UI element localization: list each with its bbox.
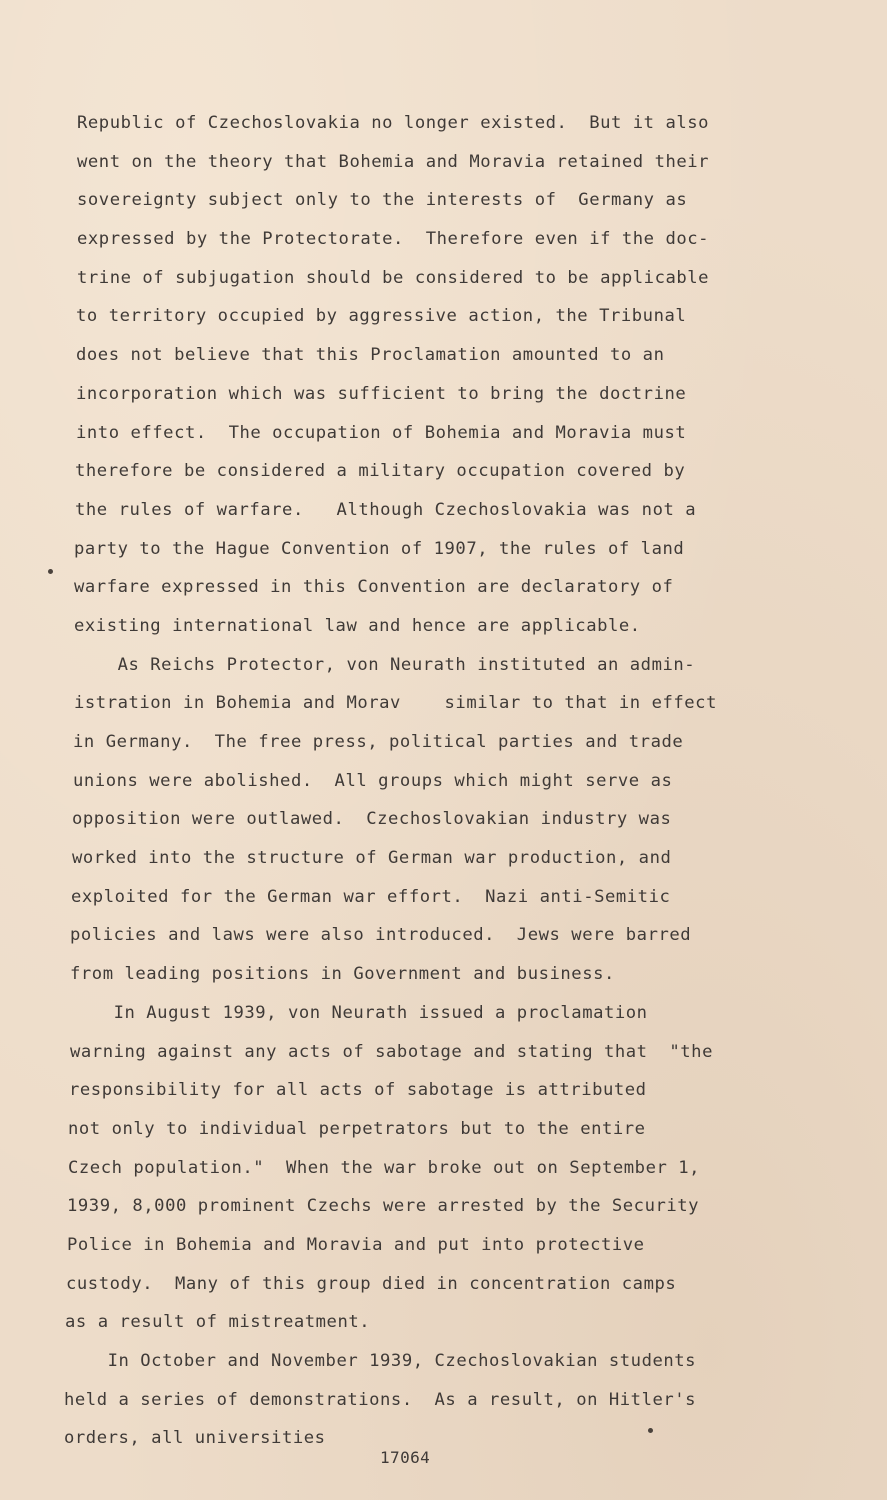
text-line: In October and November 1939, Czechoslovakian students	[64, 1351, 697, 1371]
text-line: the rules of warfare. Although Czechoslovakia was not a	[75, 499, 697, 520]
text-line: warfare expressed in this Convention are declaratory of	[74, 577, 674, 598]
ink-speck	[48, 569, 53, 574]
text-line: As Reichs Protector, von Neurath instituted an admin-	[74, 654, 696, 675]
text-line: trine of subjugation should be considered to be applicable	[77, 267, 710, 288]
text-line: responsibility for all acts of sabotage is attributed	[69, 1080, 647, 1101]
text-line: therefore be considered a military occupation covered by	[75, 461, 686, 482]
text-line: expressed by the Protectorate. Therefore even if the doc-	[77, 229, 710, 250]
page-number: 17064	[380, 1448, 431, 1467]
text-line: to territory occupied by aggressive action, the Tribunal	[76, 306, 687, 327]
text-line: In August 1939, von Neurath issued a proclamation	[70, 1002, 648, 1023]
text-line: istration in Bohemia and Morav similar to that in effect	[74, 693, 717, 714]
text-line: opposition were outlawed. Czechoslovakian industry was	[72, 809, 672, 830]
text-line: incorporation which was sufficient to bring the doctrine	[76, 383, 687, 404]
text-line: Police in Bohemia and Moravia and put into protective	[67, 1234, 645, 1255]
text-line: orders, all universities	[64, 1428, 326, 1449]
text-line: custody. Many of this group died in concentration camps	[66, 1273, 677, 1294]
text-line: does not believe that this Proclamation amounted to an	[76, 345, 665, 366]
text-line: existing international law and hence are applicable.	[74, 615, 641, 636]
text-line: Republic of Czechoslovakia no longer existed. But it also	[77, 113, 710, 133]
text-line: into effect. The occupation of Bohemia and Moravia must	[76, 422, 687, 443]
text-line: party to the Hague Convention of 1907, the rules of land	[74, 538, 685, 559]
text-line: went on the theory that Bohemia and Moravia retained their	[77, 151, 710, 172]
text-line: in Germany. The free press, political parties and trade	[73, 732, 684, 752]
text-line: Czech population." When the war broke out on September 1,	[68, 1157, 701, 1178]
text-line: sovereignty subject only to the interests of Germany as	[77, 190, 688, 211]
text-line: 1939, 8,000 prominent Czechs were arrested by the Security	[67, 1196, 700, 1217]
text-line: as a result of mistreatment.	[65, 1312, 371, 1333]
text-line: warning against any acts of sabotage and stating that "the	[70, 1041, 713, 1062]
text-line: held a series of demonstrations. As a result, on Hitler's	[64, 1389, 697, 1410]
text-line: from leading positions in Government and business.	[70, 964, 615, 985]
text-line: exploited for the German war effort. Nazi anti-Semitic	[71, 886, 671, 907]
text-line: not only to individual perpetrators but to the entire	[68, 1118, 646, 1139]
text-line: unions were abolished. All groups which might serve as	[73, 770, 673, 791]
document-body	[64, 104, 764, 1458]
text-line: policies and laws were also introduced. Jews were barred	[70, 925, 692, 946]
text-line: worked into the structure of German war production, and	[72, 848, 672, 869]
ink-speck	[648, 1428, 653, 1433]
